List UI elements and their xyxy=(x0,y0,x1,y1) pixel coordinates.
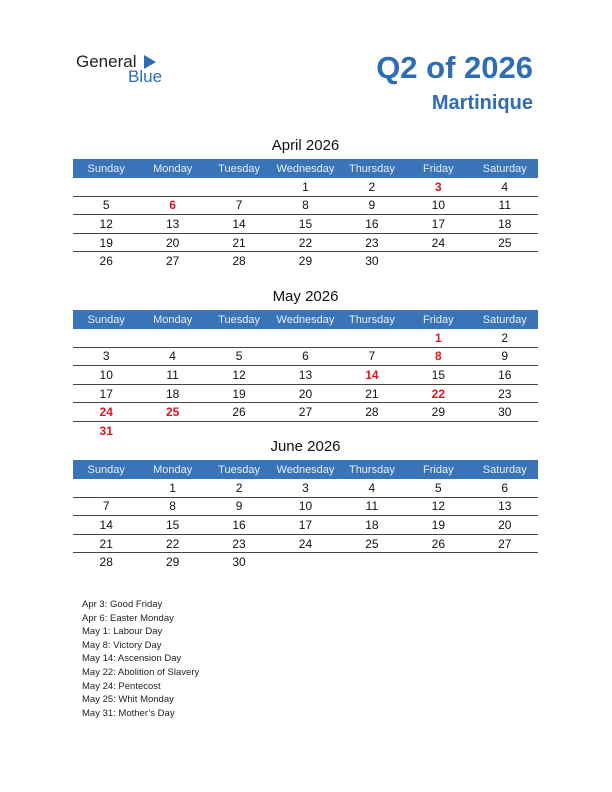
day-cell: 7 xyxy=(339,347,405,366)
day-cell: 27 xyxy=(165,254,180,269)
holiday-entry: May 25: Whit Monday xyxy=(82,694,174,706)
holiday-entry: Apr 6: Easter Monday xyxy=(82,612,174,624)
day-cell xyxy=(472,421,538,439)
day-cell: 6 xyxy=(272,347,338,366)
month-title: April 2026 xyxy=(271,137,340,154)
holiday-entry: Apr 3: Good Friday xyxy=(82,599,163,610)
day-cell xyxy=(339,329,405,347)
day-cell: 12 xyxy=(405,497,471,516)
day-cell: 3 xyxy=(405,178,471,196)
day-cell: 1 xyxy=(405,329,471,347)
day-cell xyxy=(272,421,338,439)
day-cell: 15 xyxy=(272,215,338,234)
day-cell: 2 xyxy=(472,329,538,347)
logo-general-text: General xyxy=(76,52,137,71)
day-cell xyxy=(405,252,471,270)
weekday-header: Friday xyxy=(405,460,471,479)
day-cell: 10 xyxy=(272,497,338,516)
day-cell xyxy=(206,178,272,196)
weekday-header: Tuesday xyxy=(206,460,272,479)
day-cell: 24 xyxy=(73,403,139,422)
weekday-header: Friday xyxy=(405,159,471,178)
week-row xyxy=(73,347,538,366)
day-cell: 24 xyxy=(405,233,471,252)
holiday-entry: May 22: Abolition of Slavery xyxy=(82,666,200,678)
day-cell: 1 xyxy=(139,479,205,497)
weekday-header: Tuesday xyxy=(206,159,272,178)
day-cell: 31 xyxy=(99,423,113,438)
day-cell xyxy=(73,178,139,196)
day-cell: 5 xyxy=(405,479,471,497)
week-row xyxy=(73,196,538,215)
day-cell: 20 xyxy=(272,384,338,403)
page-subtitle: Martinique xyxy=(431,92,533,114)
day-cell xyxy=(139,329,205,347)
month-block xyxy=(73,137,538,270)
day-cell: 8 xyxy=(405,347,471,366)
day-cell: 19 xyxy=(73,233,139,252)
holiday-list xyxy=(82,598,199,720)
day-cell: 26 xyxy=(206,403,272,422)
day-cell: 11 xyxy=(139,366,205,385)
day-cell: 15 xyxy=(405,366,471,385)
week-row xyxy=(73,403,538,422)
day-cell: 10 xyxy=(73,366,139,385)
week-row xyxy=(73,534,538,553)
day-cell: 6 xyxy=(139,196,205,215)
day-cell xyxy=(139,421,205,439)
day-cell: 28 xyxy=(99,555,113,570)
weekday-header: Sunday xyxy=(73,159,139,178)
day-cell: 5 xyxy=(73,196,139,215)
weekday-header: Saturday xyxy=(472,310,538,329)
day-cell: 8 xyxy=(139,497,205,516)
day-cell: 16 xyxy=(339,215,405,234)
day-cell: 26 xyxy=(99,254,113,269)
day-cell: 9 xyxy=(339,196,405,215)
day-cell: 2 xyxy=(206,479,272,497)
day-cell: 30 xyxy=(472,403,538,422)
day-cell: 22 xyxy=(272,233,338,252)
day-cell: 15 xyxy=(139,516,205,535)
month-title: May 2026 xyxy=(272,288,339,305)
weekday-header: Monday xyxy=(139,310,205,329)
week-row xyxy=(73,178,538,196)
day-cell: 21 xyxy=(206,233,272,252)
day-cell: 22 xyxy=(405,384,471,403)
day-cell: 14 xyxy=(339,366,405,385)
logo-blue-text: Blue xyxy=(128,67,163,86)
day-cell: 18 xyxy=(139,384,205,403)
day-cell: 29 xyxy=(165,555,180,570)
day-cell: 21 xyxy=(73,534,139,553)
day-cell: 29 xyxy=(298,254,313,269)
day-cell: 21 xyxy=(339,384,405,403)
day-cell xyxy=(139,178,205,196)
day-cell: 17 xyxy=(73,384,139,403)
week-row xyxy=(73,553,538,571)
day-cell: 13 xyxy=(139,215,205,234)
week-row xyxy=(73,215,538,234)
month-grid xyxy=(73,460,538,571)
day-cell: 22 xyxy=(139,534,205,553)
day-cell: 10 xyxy=(405,196,471,215)
day-cell: 29 xyxy=(405,403,471,422)
day-cell xyxy=(73,329,139,347)
day-cell: 27 xyxy=(472,534,538,553)
day-cell: 30 xyxy=(232,555,246,570)
holiday-entry: May 1: Labour Day xyxy=(82,626,163,638)
day-cell: 4 xyxy=(139,347,205,366)
day-cell: 3 xyxy=(272,479,338,497)
day-cell: 2 xyxy=(339,178,405,196)
day-cell xyxy=(73,479,139,497)
day-cell: 5 xyxy=(206,347,272,366)
day-cell: 14 xyxy=(206,215,272,234)
day-cell: 13 xyxy=(272,366,338,385)
day-cell: 28 xyxy=(232,254,246,269)
day-cell: 27 xyxy=(272,403,338,422)
weekday-header: Wednesday xyxy=(272,310,338,329)
weekday-header: Tuesday xyxy=(206,310,272,329)
week-row xyxy=(73,479,538,497)
month-block xyxy=(73,288,538,440)
week-row xyxy=(73,366,538,385)
week-row xyxy=(73,329,538,347)
month-title: June 2026 xyxy=(270,438,341,455)
month-block xyxy=(73,438,538,571)
day-cell: 4 xyxy=(339,479,405,497)
day-cell xyxy=(272,329,338,347)
weekday-header: Sunday xyxy=(73,460,139,479)
day-cell: 24 xyxy=(272,534,338,553)
month-grid xyxy=(73,159,538,270)
day-cell: 11 xyxy=(339,497,405,516)
day-cell: 13 xyxy=(472,497,538,516)
day-cell xyxy=(472,252,538,270)
day-cell: 12 xyxy=(73,215,139,234)
day-cell: 23 xyxy=(206,534,272,553)
weekday-header: Thursday xyxy=(339,159,405,178)
weekday-header: Monday xyxy=(139,159,205,178)
day-cell: 16 xyxy=(206,516,272,535)
day-cell: 14 xyxy=(73,516,139,535)
day-cell: 1 xyxy=(272,178,338,196)
day-cell: 26 xyxy=(405,534,471,553)
day-cell: 4 xyxy=(472,178,538,196)
day-cell: 19 xyxy=(405,516,471,535)
day-cell xyxy=(405,421,471,439)
week-row xyxy=(73,516,538,535)
week-row xyxy=(73,421,538,439)
weekday-header: Saturday xyxy=(472,159,538,178)
day-cell: 3 xyxy=(73,347,139,366)
week-row xyxy=(73,384,538,403)
holiday-entry: May 14: Ascension Day xyxy=(82,653,182,665)
day-cell: 17 xyxy=(405,215,471,234)
day-cell: 6 xyxy=(472,479,538,497)
day-cell: 25 xyxy=(339,534,405,553)
day-cell: 30 xyxy=(365,254,379,269)
day-cell xyxy=(472,553,538,571)
weekday-header: Thursday xyxy=(339,310,405,329)
day-cell: 18 xyxy=(472,215,538,234)
day-cell xyxy=(206,421,272,439)
day-cell xyxy=(272,553,338,571)
day-cell: 17 xyxy=(272,516,338,535)
day-cell: 7 xyxy=(206,196,272,215)
week-row xyxy=(73,497,538,516)
day-cell: 12 xyxy=(206,366,272,385)
day-cell xyxy=(206,329,272,347)
day-cell: 25 xyxy=(472,233,538,252)
weekday-header: Wednesday xyxy=(272,159,338,178)
day-cell: 7 xyxy=(73,497,139,516)
weekday-header: Friday xyxy=(405,310,471,329)
page-title: Q2 of 2026 xyxy=(376,50,533,85)
day-cell xyxy=(339,421,405,439)
day-cell xyxy=(339,553,405,571)
day-cell: 9 xyxy=(472,347,538,366)
day-cell: 9 xyxy=(206,497,272,516)
day-cell: 18 xyxy=(339,516,405,535)
holiday-entry: May 24: Pentecost xyxy=(82,680,161,692)
weekday-header: Monday xyxy=(139,460,205,479)
holiday-entry: May 31: Mother’s Day xyxy=(82,707,175,719)
day-cell: 23 xyxy=(472,384,538,403)
week-row xyxy=(73,233,538,252)
day-cell: 20 xyxy=(472,516,538,535)
month-grid xyxy=(73,310,538,440)
day-cell: 20 xyxy=(139,233,205,252)
day-cell xyxy=(405,553,471,571)
day-cell: 19 xyxy=(206,384,272,403)
day-cell: 8 xyxy=(272,196,338,215)
day-cell: 23 xyxy=(339,233,405,252)
holiday-entry: May 8: Victory Day xyxy=(82,639,162,651)
weekday-header: Thursday xyxy=(339,460,405,479)
day-cell: 28 xyxy=(339,403,405,422)
day-cell: 11 xyxy=(472,196,538,215)
week-row xyxy=(73,252,538,270)
weekday-header: Wednesday xyxy=(272,460,338,479)
day-cell: 25 xyxy=(139,403,205,422)
weekday-header: Sunday xyxy=(73,310,139,329)
weekday-header: Saturday xyxy=(472,460,538,479)
day-cell: 16 xyxy=(472,366,538,385)
